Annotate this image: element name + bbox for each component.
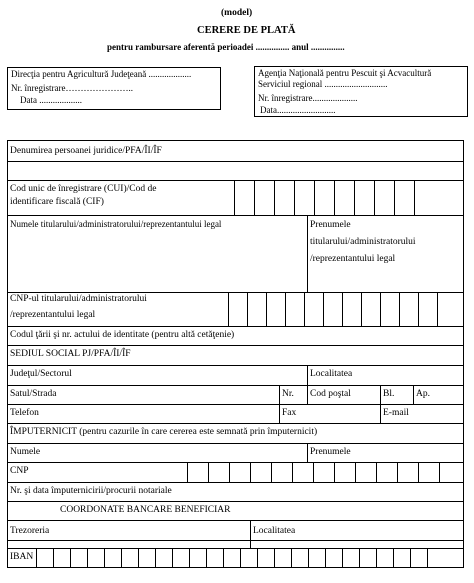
treasury-label: Trezoreria [10, 526, 50, 536]
iban-char-cell[interactable] [325, 548, 342, 568]
proxy-cnp-digit-cell[interactable] [229, 462, 250, 482]
cui-digit-cell[interactable] [294, 180, 314, 215]
cui-label-line2: identificare fiscală (CIF) [10, 197, 104, 207]
left-registration-number: Nr. înregistrare………………….. [11, 83, 133, 93]
iban-char-cell[interactable] [53, 548, 70, 568]
cui-digit-cell[interactable] [414, 180, 439, 215]
block-label: Bl. [383, 389, 395, 399]
row-divider [7, 443, 464, 444]
locality-column-divider [307, 365, 308, 385]
proxy-cnp-digit-cell[interactable] [397, 462, 418, 482]
county-directorate-label: Direcţia pentru Agricultură Judeţeană ................... [11, 69, 192, 79]
row-divider [7, 501, 464, 502]
bank-locality-label: Localitatea [253, 526, 296, 536]
treasury-column-divider [250, 520, 251, 548]
left-registration-date: Data ................... [20, 95, 82, 105]
fax-label: Fax [282, 408, 297, 418]
cui-digit-cell[interactable] [394, 180, 414, 215]
proxy-cnp-digit-cell[interactable] [250, 462, 271, 482]
proxy-cnp-digit-cell[interactable] [313, 462, 334, 482]
iban-char-cell[interactable] [155, 548, 172, 568]
iban-char-cell[interactable] [240, 548, 257, 568]
cui-digit-cell[interactable] [334, 180, 354, 215]
iban-char-cell[interactable] [189, 548, 206, 568]
cui-digit-cell[interactable] [254, 180, 274, 215]
fisheries-agency-box [254, 66, 468, 117]
owner-cnp-label-line2: /reprezentantului legal [10, 310, 96, 320]
row-divider [7, 215, 464, 216]
proxy-cnp-digit-cell[interactable] [439, 462, 464, 482]
iban-char-cell[interactable] [104, 548, 121, 568]
proxy-cnp-digit-cell[interactable] [418, 462, 439, 482]
iban-char-cell[interactable] [274, 548, 291, 568]
registered-office-heading: SEDIUL SOCIAL PJ/PFA/ÎI/ÎF [10, 349, 131, 359]
owner-cnp-digit-cell[interactable] [361, 292, 380, 326]
proxy-cnp-digit-cell[interactable] [187, 462, 208, 482]
row-divider [7, 520, 464, 521]
proxy-first-name-label: Prenumele [310, 447, 351, 457]
iban-char-cell[interactable] [138, 548, 155, 568]
cui-digit-cell[interactable] [314, 180, 334, 215]
owner-cnp-digit-cell[interactable] [342, 292, 361, 326]
right-registration-date: Data.......................... [260, 105, 336, 115]
power-of-attorney-label: Nr. şi data împuternicirii/procurii notariale [10, 486, 172, 496]
proxy-cnp-digit-cell[interactable] [208, 462, 229, 482]
locality-label: Localitatea [310, 369, 353, 379]
owner-cnp-digit-cell[interactable] [399, 292, 418, 326]
cui-digit-cell[interactable] [234, 180, 254, 215]
cui-digit-cell[interactable] [274, 180, 294, 215]
proxy-cnp-label: CNP [10, 466, 29, 476]
legal-entity-name-label: Denumirea persoanei juridice/PFA/ÎI/ÎF [10, 146, 162, 156]
iban-label: IBAN [10, 552, 34, 562]
iban-char-cell[interactable] [36, 548, 53, 568]
owner-last-name-label: Numele titularului/administratorului/reprezentantului legal [10, 219, 222, 229]
cui-label-line1: Cod unic de înregistrare (CUI)/Cod de [10, 184, 157, 194]
iban-char-cell[interactable] [393, 548, 410, 568]
iban-char-cell[interactable] [291, 548, 308, 568]
iban-char-cell[interactable] [410, 548, 427, 568]
postal-code-label: Cod poştal [310, 389, 351, 399]
row-divider [7, 326, 464, 327]
row-divider [7, 540, 464, 541]
owner-cnp-digit-cell[interactable] [285, 292, 304, 326]
proxy-cnp-digit-cell[interactable] [355, 462, 376, 482]
owner-cnp-digit-cell[interactable] [437, 292, 464, 326]
owner-cnp-digit-cell[interactable] [247, 292, 266, 326]
nr-column-divider [279, 385, 280, 423]
proxy-last-name-label: Numele [10, 447, 41, 457]
agency-label: Agenţia Naţională pentru Pescuit şi Acvacultură [258, 68, 432, 78]
row-divider [7, 161, 464, 162]
row-divider [7, 345, 464, 346]
iban-char-cell[interactable] [308, 548, 325, 568]
iban-char-cell[interactable] [359, 548, 376, 568]
iban-char-cell[interactable] [172, 548, 189, 568]
iban-char-cell[interactable] [257, 548, 274, 568]
postal-column-divider [307, 385, 308, 404]
county-label: Judeţul/Sectorul [10, 369, 72, 379]
country-id-document-label: Codul ţării şi nr. actului de identitate (pentru altă cetăţenie) [10, 330, 235, 340]
iban-char-cell[interactable] [70, 548, 87, 568]
apartment-label: Ap. [416, 389, 430, 399]
proxy-cnp-digit-cell[interactable] [334, 462, 355, 482]
proxy-cnp-digit-cell[interactable] [292, 462, 313, 482]
street-label: Satul/Strada [10, 389, 57, 399]
owner-first-name-label-line3: /reprezentantului legal [310, 254, 396, 264]
owner-first-name-label-line1: Prenumele [310, 220, 351, 230]
proxy-cnp-digit-cell[interactable] [376, 462, 397, 482]
cui-digit-cell[interactable] [374, 180, 394, 215]
iban-char-cell[interactable] [427, 548, 444, 568]
right-registration-number: Nr. înregistrare.................... [258, 93, 358, 103]
row-divider [7, 365, 464, 366]
iban-char-cell[interactable] [376, 548, 393, 568]
first-name-column-divider [307, 443, 308, 462]
owner-first-name-label-line2: titularului/administratorului [310, 237, 416, 247]
owner-cnp-digit-cell[interactable] [304, 292, 323, 326]
proxy-heading: ÎMPUTERNICIT (pentru cazurile în care cererea este semnată prin împuternicit) [10, 427, 318, 437]
owner-cnp-digit-cell[interactable] [323, 292, 342, 326]
row-divider [7, 385, 464, 386]
iban-char-cell[interactable] [342, 548, 359, 568]
bank-details-heading: COORDONATE BANCARE BENEFICIAR [60, 505, 231, 515]
block-column-divider [380, 385, 381, 423]
iban-char-cell[interactable] [87, 548, 104, 568]
row-divider [7, 404, 464, 405]
model-label: (model) [221, 8, 253, 18]
apartment-column-divider [413, 385, 414, 404]
document-title: CERERE DE PLATĂ [197, 25, 296, 36]
owner-cnp-digit-cell[interactable] [228, 292, 247, 326]
document-subtitle: pentru rambursare aferentă perioadei ............... anul ............... [107, 42, 345, 52]
cui-digit-cell[interactable] [354, 180, 374, 215]
email-label: E-mail [383, 408, 409, 418]
iban-char-cell[interactable] [121, 548, 138, 568]
owner-cnp-label-line1: CNP-ul titularului/administratorului [10, 294, 147, 304]
iban-char-cell[interactable] [206, 548, 223, 568]
regional-service-label: Serviciul regional ............................ [258, 79, 388, 89]
proxy-cnp-digit-cell[interactable] [271, 462, 292, 482]
row-divider [7, 482, 464, 483]
owner-cnp-digit-cell[interactable] [266, 292, 285, 326]
street-number-label: Nr. [282, 389, 294, 399]
owner-cnp-digit-cell[interactable] [418, 292, 437, 326]
owner-cnp-digit-cell[interactable] [380, 292, 399, 326]
row-divider [7, 423, 464, 424]
iban-char-cell[interactable] [223, 548, 240, 568]
county-directorate-box [7, 67, 221, 110]
name-column-divider [307, 215, 308, 292]
phone-label: Telefon [10, 408, 39, 418]
